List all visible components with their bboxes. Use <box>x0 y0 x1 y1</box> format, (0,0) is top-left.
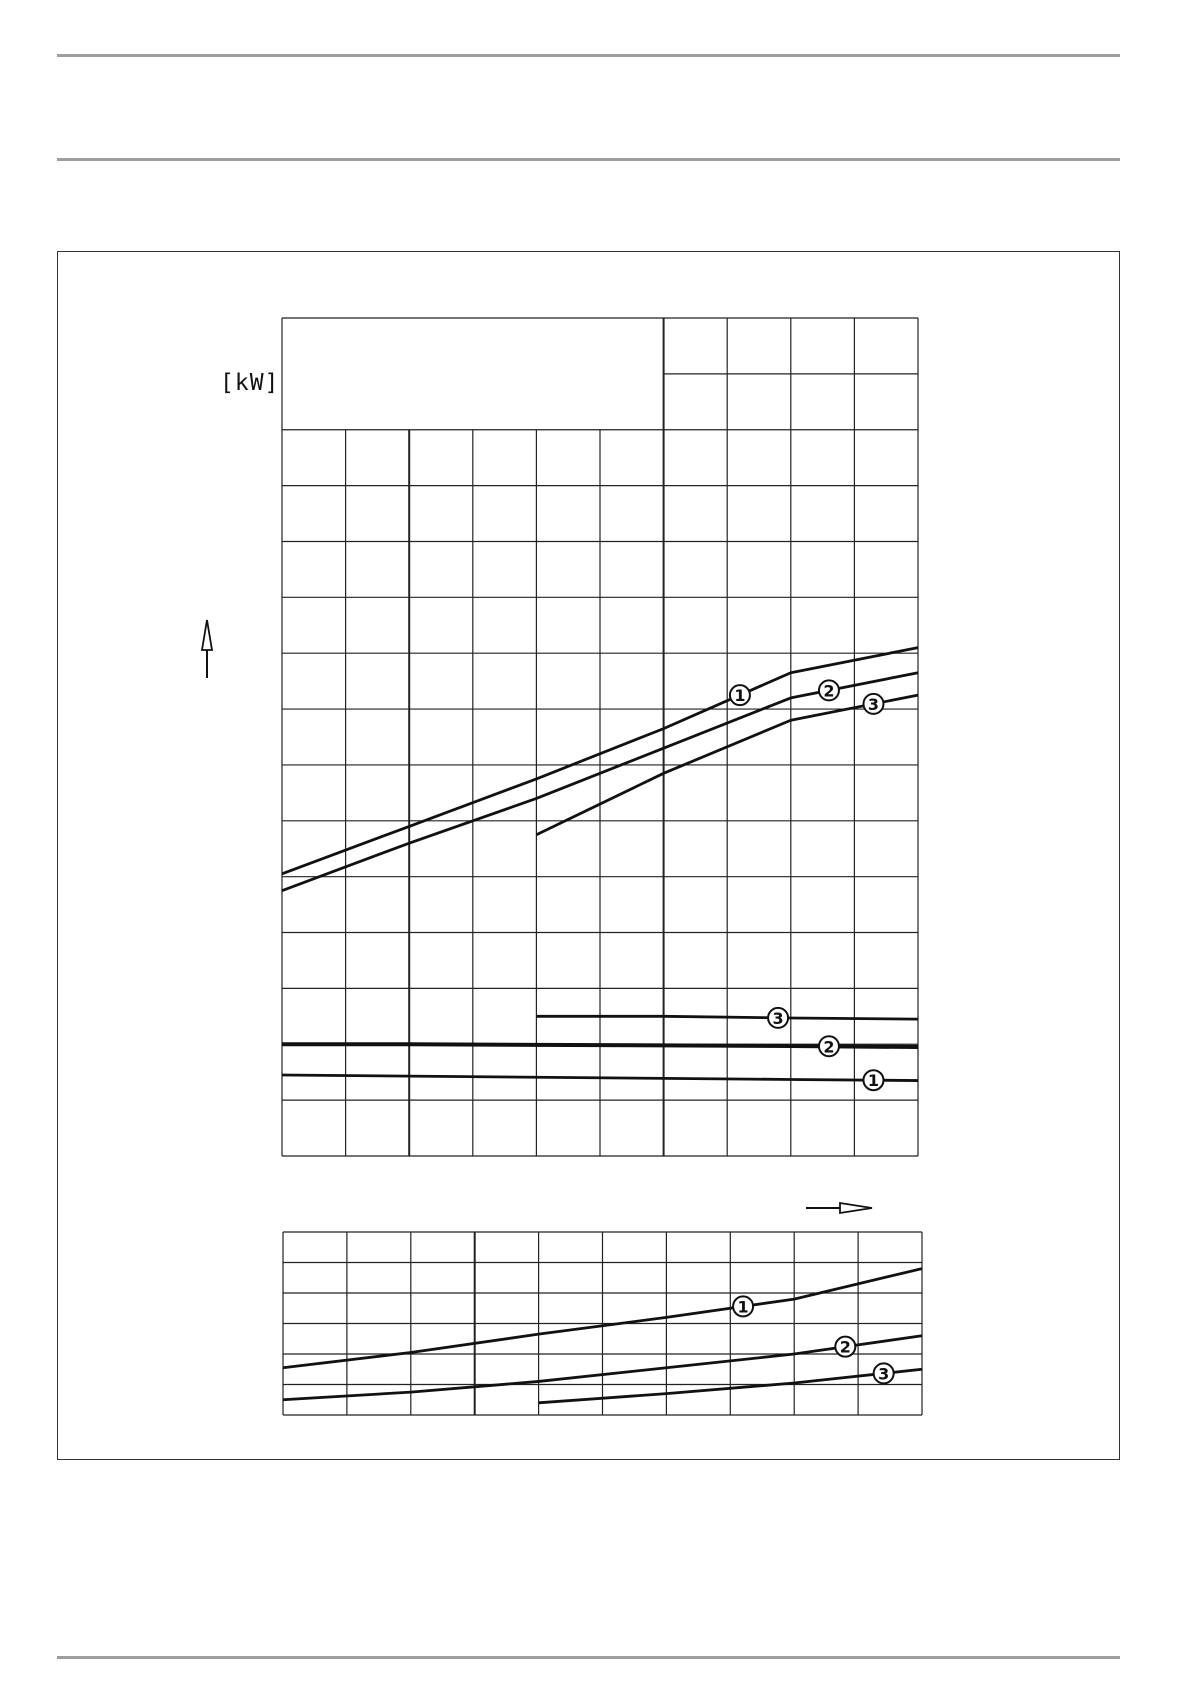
series-label-1-0: 1 <box>737 1297 749 1317</box>
series-label-0-1: 2 <box>823 681 835 701</box>
y-axis-unit-label: [kW] <box>220 370 280 396</box>
series-label-1-2: 3 <box>878 1364 890 1384</box>
series-label-1-1: 2 <box>839 1337 851 1357</box>
x-axis-arrowhead-icon <box>840 1203 872 1213</box>
series-label-0-5: 1 <box>867 1071 880 1091</box>
series-label-0-2: 3 <box>867 694 880 714</box>
series-label-0-0: 1 <box>734 686 746 706</box>
y-axis-arrowhead-icon <box>202 620 212 650</box>
series-label-0-3: 3 <box>772 1008 784 1028</box>
series-label-0-4: 2 <box>823 1037 835 1057</box>
